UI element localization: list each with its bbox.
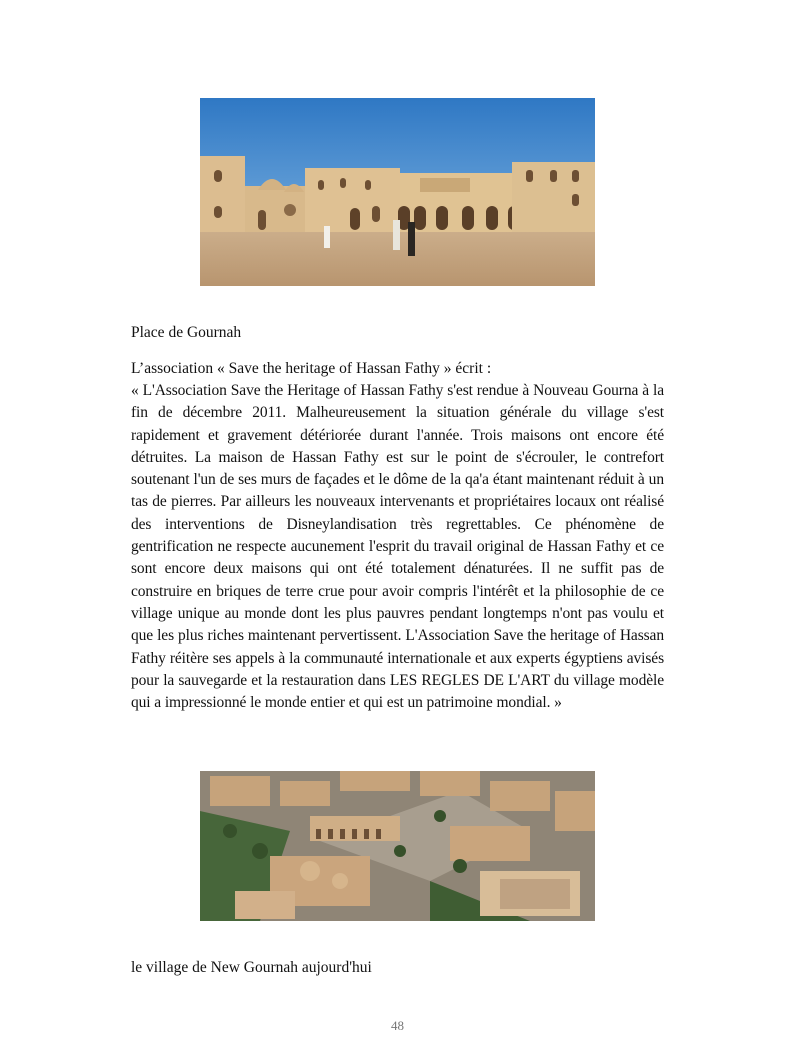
photo-caption: le village de New Gournah aujourd'hui — [131, 959, 372, 976]
page-number: 48 — [391, 1018, 404, 1033]
aerial-village-photo — [200, 771, 595, 921]
quote-introduction: L’association « Save the heritage of Hassan Fathy » écrit : — [131, 360, 492, 377]
gournah-square-photo — [200, 98, 595, 286]
photo-caption: Place de Gournah — [131, 324, 242, 341]
association-quote: « L'Association Save the Heritage of Hassan Fathy s'est rendue à Nouveau Gourna à la fin de décembre 2011. Malheureusement la situation générale du village s'est rapidement et gravement détériorée durant l'année. Trois maisons ont encore été détruites. La maison de Hassan Fathy est sur le point de s'écrouler, le contrefort soutenant l'un de ses murs de façades et le dôme de la qa'a étant maintenant réduit à un tas de pierres. Par ailleurs les nouveaux intervenants et propriétaires locaux ont réalisé des interventions de Disneylandisation très regrettables. Ce phénomène de gentrification ne respecte aucunement l'esprit du travail original de Hassan Fathy et ce sont encore deux maisons qui ont été totalement dénaturées. Il ne suffit pas de construire en briques de terre crue pour avoir compris l'intérêt et la philosophie de ce village unique au monde dont les plus pauvres pendant longtemps n'ont pas voulu et que les plus riches maintenant pervertissent. L'Association Save the heritage of Hassan Fathy réitère ses appels à la communauté internationale et aux experts égyptiens avisés pour la sauvegarde et la restauration dans LES REGLES DE L'ART du village modèle qui a impressionné le monde entier et qui est un patrimoine mondial. » — [131, 382, 664, 712]
